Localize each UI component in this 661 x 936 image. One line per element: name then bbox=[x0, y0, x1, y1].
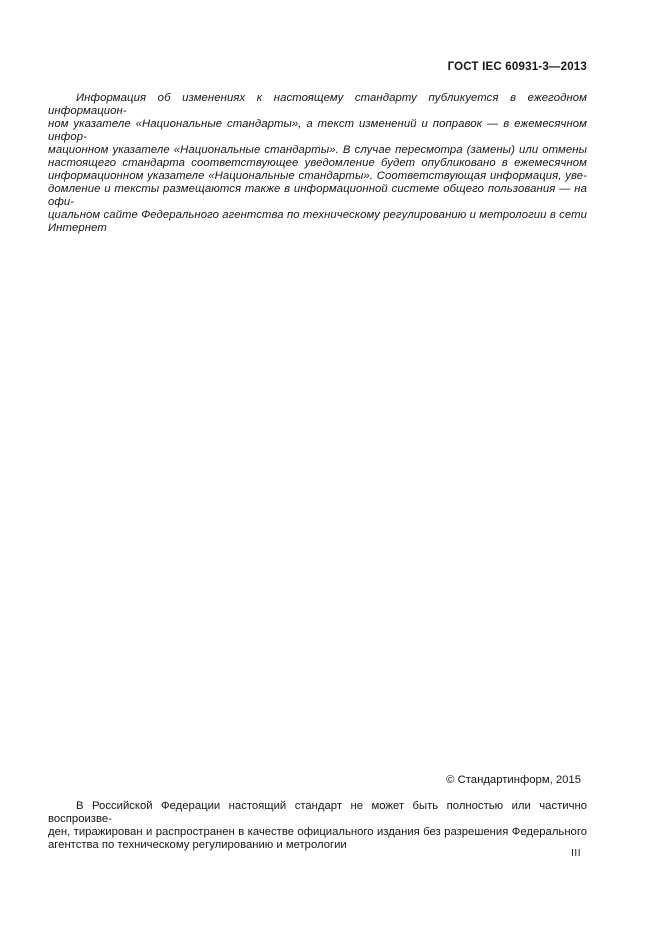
amendments-notice-line: домление и тексты размещаются также в информационной системе общего пользования — на офи- bbox=[48, 183, 587, 208]
page-number: III bbox=[571, 848, 581, 859]
amendments-notice-line: циальном сайте Федерального агентства по техническому регулированию и метрологии в сети bbox=[48, 209, 587, 221]
amendments-notice-line: мационном указателе «Национальные стандарты». В случае пересмотра (замены) или отмены bbox=[48, 144, 587, 156]
document-code-header: ГОСТ IEC 60931-3—2013 bbox=[447, 61, 587, 73]
copyright-notice: © Стандартинформ, 2015 bbox=[446, 774, 581, 786]
reproduction-notice-line: В Российской Федерации настоящий стандарт не может быть полностью или частично воспроизве- bbox=[48, 800, 587, 825]
amendments-notice-line: ном указателе «Национальные стандарты», а текст изменений и поправок — в ежемесячном инфор- bbox=[48, 118, 587, 143]
reproduction-notice-line: ден, тиражирован и распространен в качестве официального издания без разрешения Федерального bbox=[48, 826, 587, 838]
amendments-notice-line: Интернет bbox=[48, 222, 107, 234]
reproduction-notice-paragraph bbox=[48, 800, 587, 852]
amendments-notice-line: Информация об изменениях к настоящему стандарту публикуется в ежегодном информацион- bbox=[48, 92, 587, 117]
amendments-notice-line: информационном указателе «Национальные стандарты». Соответствующая информация, уве- bbox=[48, 170, 587, 182]
amendments-notice-line: настоящего стандарта соответствующее уведомление будет опубликовано в ежемесячном bbox=[48, 157, 587, 169]
amendments-notice-paragraph bbox=[48, 92, 587, 235]
reproduction-notice-line: агентства по техническому регулированию и метрологии bbox=[48, 839, 347, 851]
